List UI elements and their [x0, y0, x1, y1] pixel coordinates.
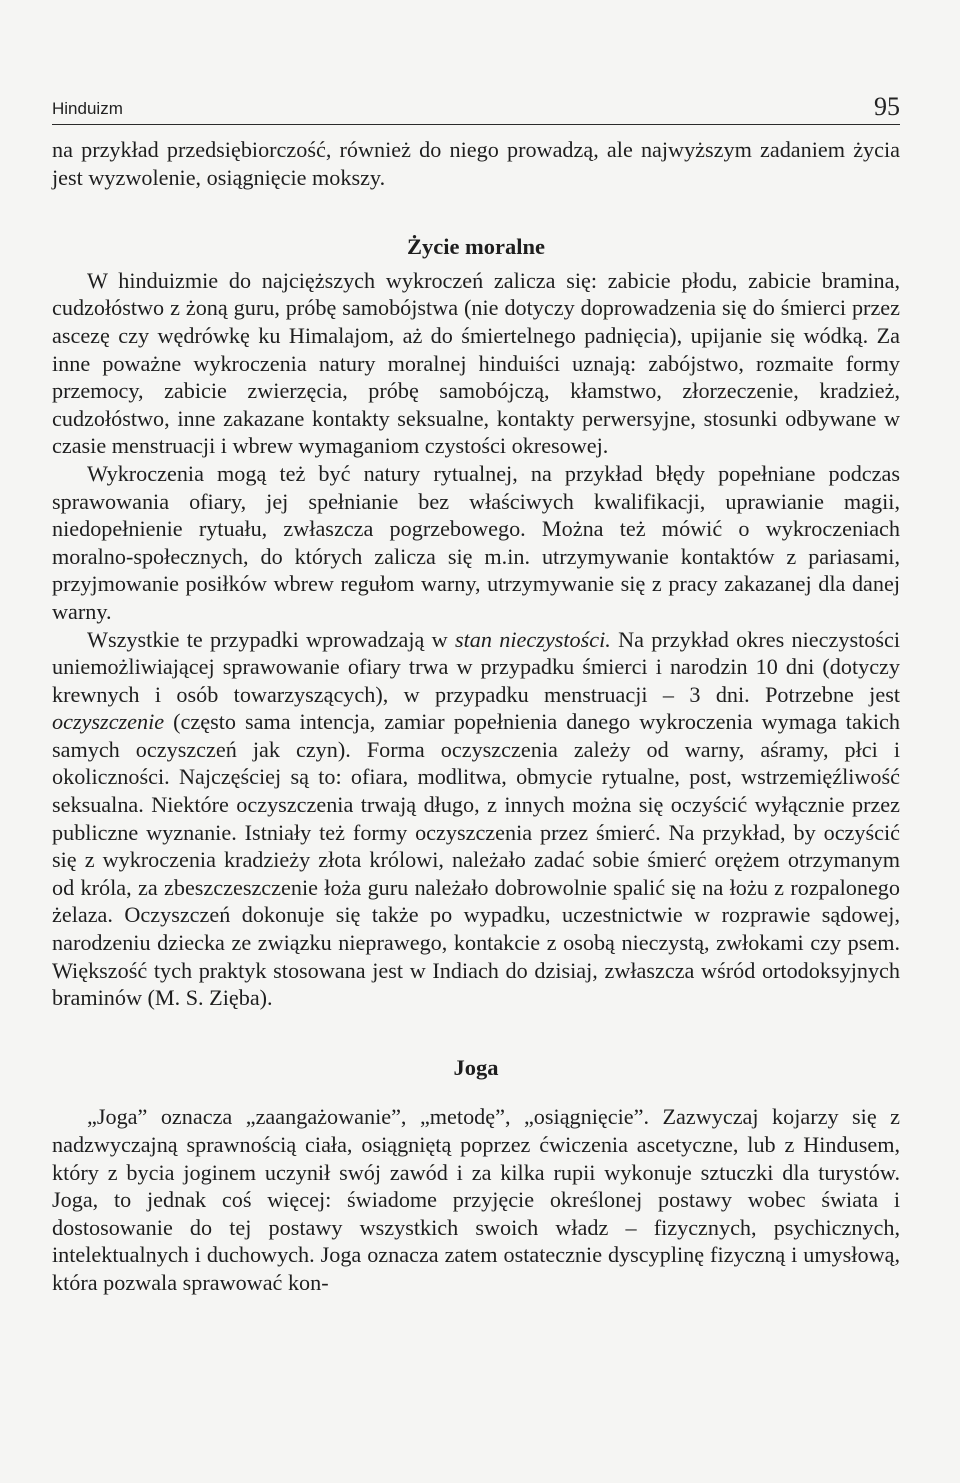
- running-head: Hinduizm: [52, 99, 123, 118]
- section-title-zycie-moralne: Życie moralne: [406, 234, 546, 260]
- page-number: 95: [874, 92, 900, 121]
- section-title-joga: Joga: [453, 1054, 499, 1080]
- page-body: [52, 136, 900, 1297]
- paragraph-text: Na przykład okres nieczystości uniemożliwiającej sprawowanie ofiary trwa w przypadku śmierci i narodzin 10 dni (dotyczy krewnych i osób towarzyszących), w przypadku menstruacji – 3 dni. Potrzebne jest: [52, 626, 900, 707]
- paragraph: W hinduizmie do najcięższych wykroczeń zalicza się: zabicie płodu, zabicie bramina, cudzołóstwo z żoną guru, próbę samobójstwa (nie dotyczy doprowadzenia się do śmierci przez ascezę czy wędrówkę ku Himalajom, aż do śmiertelnego padnięcia), upijanie się wódką. Za inne poważne wykroczenia natury moralnej hinduiści uznają: zabójstwo, rozmaite formy przemocy, zabicie zwierzęcia, próbę samobójczą, kłamstwo, złorzeczenie, kradzież, cudzołóstwo, inne zakazane kontakty seksualne, kontakty perwersyjne, stosunki odbywane w czasie menstruacji i wbrew wymaganiom czystości okresowej.: [52, 267, 900, 459]
- paragraph: „Joga” oznacza „zaangażowanie”, „metodę”, „osiągnięcie”. Zazwyczaj kojarzy się z nadzwyczajną sprawnością ciała, osiągniętą poprzez ćwiczenia ascetyczne, lub z Hindusem, który z bycia joginem uczynił swój zawód i za kilka rupii wykonuje sztuczki dla turystów. Joga, to jednak coś więcej: świadome przyjęcie określonej postawy wobec świata i dostosowanie do tej postawy wszystkich swoich władz – fizycznych, psychicznych, intelektualnych i duchowych. Joga oznacza zatem ostatecznie dyscyplinę fizyczną i umysłową, która pozwala sprawować kon-: [52, 1104, 900, 1295]
- paragraph: [52, 626, 900, 1012]
- page-header: [52, 88, 900, 125]
- intro-paragraph: na przykład przedsiębiorczość, również do niego prowadzą, ale najwyższym zadaniem życia jest wyzwolenie, osiągnięcie mokszy.: [52, 137, 900, 190]
- paragraph-text: Wszystkie te przypadki wprowadzają w: [87, 626, 455, 652]
- paragraph: Wykroczenia mogą też być natury rytualnej, na przykład błędy popełniane podczas sprawowania ofiary, jej spełnianie bez właściwych kwalifikacji, uprawianie magii, niedopełnienie rytuału, zwłaszcza pogrzebowego. Można też mówić o wykroczeniach moralno-społecznych, do których zalicza się m.in. utrzymywanie kontaktów z pariasami, przyjmowanie posiłków wbrew regułom warny, utrzymywanie się z pracy zakazanej dla danej warny.: [52, 460, 900, 624]
- paragraph-text: (często sama intencja, zamiar popełnienia danego wykroczenia wymaga takich samych oczyszczeń jak czyn). Forma oczyszczenia zależy od warny, aśramy, płci i okoliczności. Najczęściej są to: ofiara, modlitwa, obmycie rytualne, post, wstrzemięźliwość seksualna. Niektóre oczyszczenia trwają długo, z innych można się oczyścić wyłącznie przez publiczne wyznanie. Istniały też formy oczyszczenia przez śmierć. Na przykład, by oczyścić się z wykroczenia kradzieży złota królowi, należało zadać sobie śmierć orężem otrzymanym od króla, za zbeszczeszczenie łoża guru należało dobrowolnie spalić się na łożu z rozpalonego żelaza. Oczyszczeń dokonuje się także po wypadku, uczestnictwie w rozprawie sądowej, narodzeniu dziecka ze związku nieprawego, kontakcie z osobą nieczystą, zwłokami czy psem. Większość tych praktyk stosowana jest w Indiach do dzisiaj, zwłaszcza wśród ortodoksyjnych braminów (M. S. Zięba).: [52, 709, 900, 1011]
- italic-term: oczyszczenie: [52, 709, 165, 735]
- italic-term: stan nieczystości.: [454, 626, 611, 652]
